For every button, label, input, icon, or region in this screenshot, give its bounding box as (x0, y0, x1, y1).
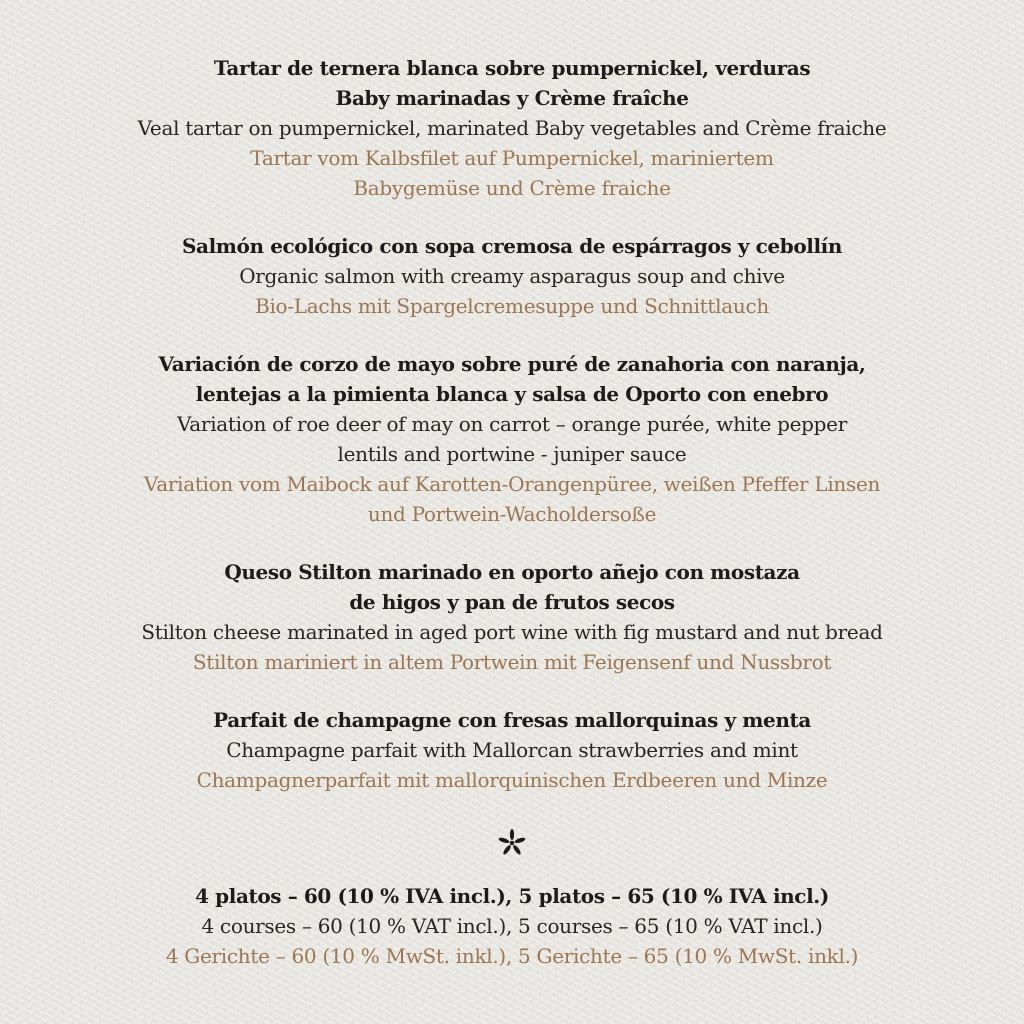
pricing-german: 4 Gerichte – 60 (10 % MwSt. inkl.), 5 Gerichte – 65 (10 % MwSt. inkl.) (165, 944, 859, 968)
course-5-english-line-1: Champagne parfait with Mallorcan strawberries and mint (226, 738, 798, 762)
course-1-english-line-1: Veal tartar on pumpernickel, marinated Baby vegetables and Crème fraiche (137, 116, 887, 140)
course-5-german-line-1: Champagnerparfait mit mallorquinischen Erdbeeren und Minze (196, 768, 828, 792)
course-4-english-line-1: Stilton cheese marinated in aged port wine with fig mustard and nut bread (141, 620, 883, 644)
course-4 (0, 557, 1024, 677)
course-3-german-line-2: und Portwein-Wacholdersoße (367, 502, 657, 526)
course-4-spanish-line-2: de higos y pan de frutos secos (349, 590, 675, 614)
course-3-english-line-1: Variation of roe deer of may on carrot – orange purée, white pepper (177, 412, 847, 436)
course-1-spanish-line-1: Tartar de ternera blanca sobre pumpernickel, verduras (213, 56, 811, 80)
course-1-german-line-2: Babygemüse und Crème fraiche (353, 176, 671, 200)
course-5-spanish-line-1: Parfait de champagne con fresas mallorquinas y menta (213, 708, 811, 732)
course-2-english-line-1: Organic salmon with creamy asparagus soup and chive (239, 264, 785, 288)
course-2-spanish-line-1: Salmón ecológico con sopa cremosa de espárragos y cebollín (181, 234, 843, 258)
course-2-german-line-1: Bio-Lachs mit Spargelcremesuppe und Schnittlauch (255, 294, 769, 318)
course-3-spanish-line-1: Variación de corzo de mayo sobre puré de zanahoria con naranja, (158, 352, 866, 376)
menu-card (0, 53, 1024, 999)
pricing (0, 881, 1024, 971)
asterisk-flower-icon (498, 829, 526, 857)
course-3 (0, 349, 1024, 529)
course-3-english-line-2: lentils and portwine - juniper sauce (337, 442, 687, 466)
course-1-spanish-line-2: Baby marinadas y Crème fraîche (335, 86, 689, 110)
course-4-spanish-line-1: Queso Stilton marinado en oporto añejo con mostaza (224, 560, 800, 584)
divider-ornament (0, 823, 1024, 863)
course-5 (0, 705, 1024, 795)
pricing-english: 4 courses – 60 (10 % VAT incl.), 5 courses – 65 (10 % VAT incl.) (201, 914, 823, 938)
pricing-spanish: 4 platos – 60 (10 % IVA incl.), 5 platos – 65 (10 % IVA incl.) (195, 884, 829, 908)
course-4-german-line-1: Stilton mariniert in altem Portwein mit Feigensenf und Nussbrot (192, 650, 832, 674)
course-3-german-line-1: Variation vom Maibock auf Karotten-Orangenpüree, weißen Pfeffer Linsen (143, 472, 881, 496)
course-1-german-line-1: Tartar vom Kalbsfilet auf Pumpernickel, mariniertem (250, 146, 774, 170)
course-1 (0, 53, 1024, 203)
course-3-spanish-line-2: lentejas a la pimienta blanca y salsa de Oporto con enebro (195, 382, 829, 406)
course-2 (0, 231, 1024, 321)
